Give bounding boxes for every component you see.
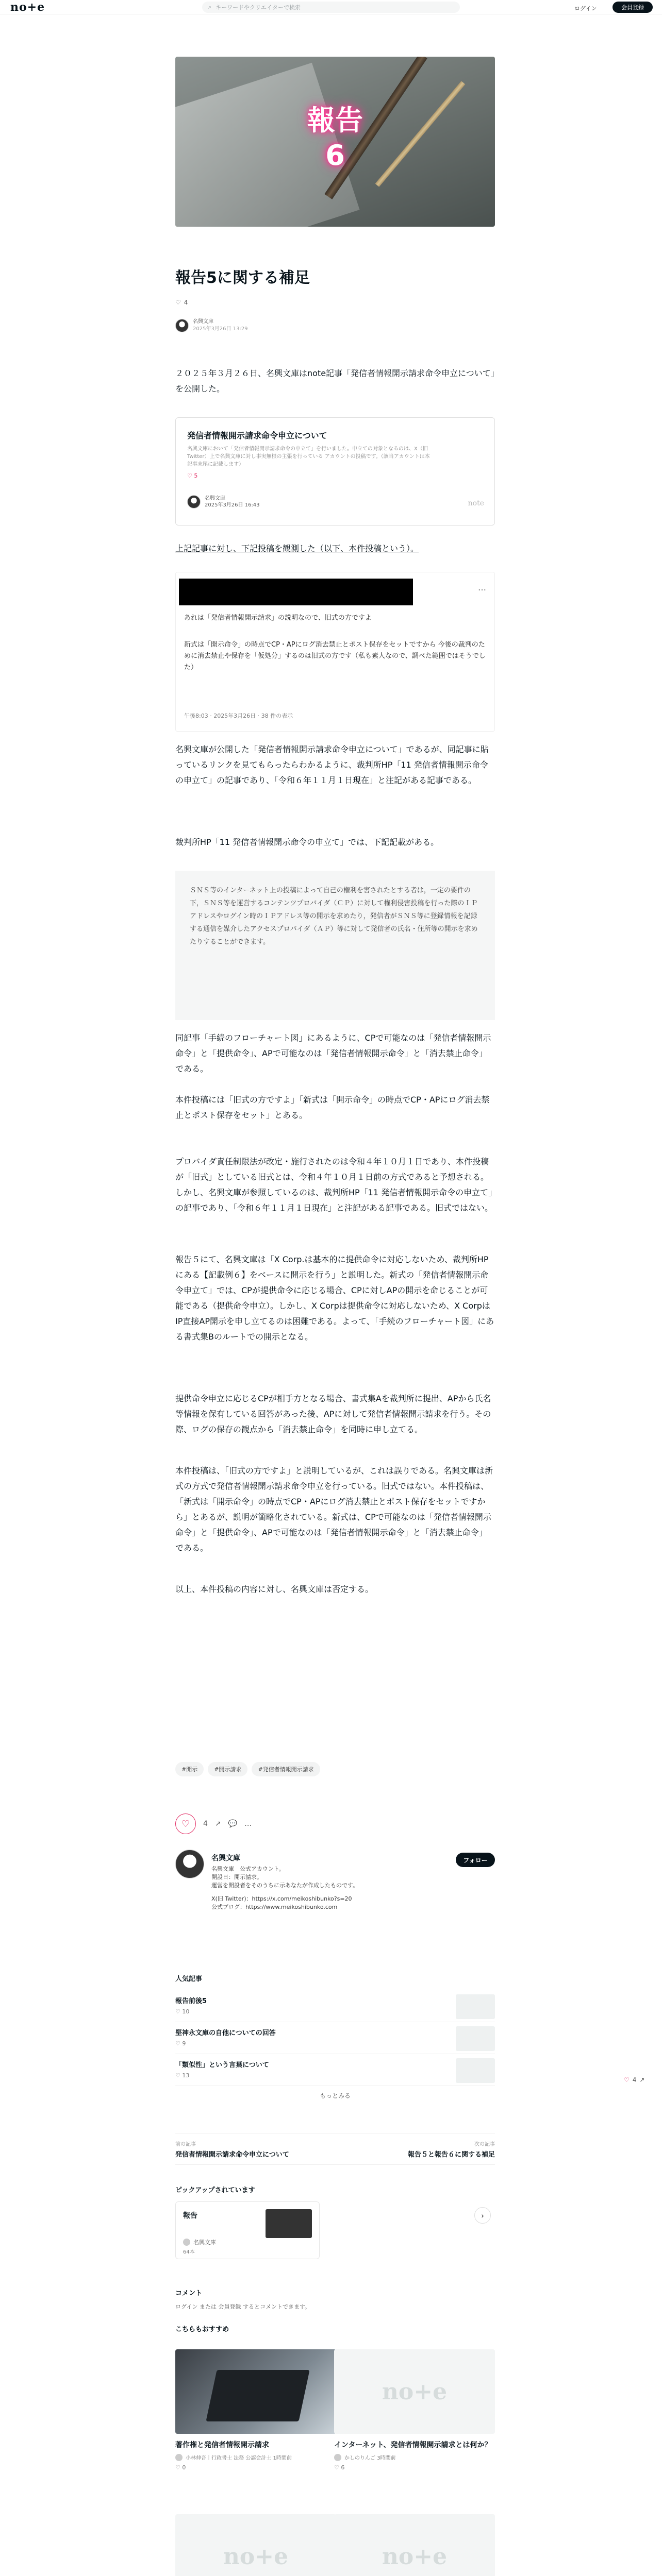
laptop-shape bbox=[206, 2370, 309, 2421]
recommendation-author bbox=[334, 2453, 495, 2461]
embed-note-logo: note bbox=[468, 499, 484, 507]
pickup-section bbox=[175, 2184, 495, 2259]
recommendation-title[interactable]: インターネット、発信者情報開示請求とは何か？ bbox=[334, 2441, 492, 2449]
paragraph-2-text: 上記記事に対し、下記投稿を観測した（以下、本件投稿という）。 bbox=[175, 544, 419, 553]
magazine-author bbox=[183, 2238, 216, 2246]
embedded-post[interactable] bbox=[175, 572, 495, 732]
recommendation-card[interactable] bbox=[334, 2349, 495, 2471]
comment-heading: コメント bbox=[175, 2290, 203, 2297]
tag-list bbox=[175, 1762, 320, 1776]
tag-item[interactable]: #開示 bbox=[175, 1762, 204, 1776]
tag-item[interactable]: #発信者情報開示請求 bbox=[252, 1762, 320, 1776]
list-item[interactable] bbox=[175, 2022, 495, 2054]
heart-icon: ♡ bbox=[175, 2464, 183, 2471]
paragraph-9: 提供命令申立に応じるCPが相手方となる場合、書式集Aを裁判所に提出、APから氏名等情報を保有している回答があった後、APに対して発信者情報開示請求を行う。その際、ログの保存の観点から「消去禁止命令」を同時に申し立てる。 bbox=[175, 1394, 491, 1434]
bio-line[interactable]: 公式ブログ：https://www.meikoshibunko.com bbox=[211, 1904, 338, 1910]
bio-line: 開設日：開示請求。 bbox=[211, 1874, 262, 1880]
embed-date: 2025年3月26日 16:43 bbox=[205, 502, 260, 508]
popular-like-count: 13 bbox=[182, 2072, 190, 2079]
heart-icon: ♡ bbox=[175, 299, 181, 306]
popular-thumbnail[interactable] bbox=[456, 1994, 495, 2019]
page-title: 報告5に関する補足 bbox=[175, 269, 310, 287]
prev-article-link[interactable] bbox=[175, 2140, 289, 2159]
paragraph-6: 本件投稿には「旧式の方ですよ」「新式は「開示命令」の時点でCP・APにログ消去禁止とポスト保存をセット」とある。 bbox=[175, 1095, 490, 1120]
floating-like-count: 4 bbox=[632, 2076, 637, 2083]
bio-line: 運営を開設者をそのうちに示あなたが作成したものです。 bbox=[211, 1882, 359, 1889]
paragraph-1: ２０２５年３月２６日、名興文庫はnote記事「発信者情報開示請求命令申立について」を公開した。 bbox=[175, 368, 495, 394]
follow-button[interactable]: フォロー bbox=[456, 1853, 495, 1867]
note-logo[interactable]: no+e bbox=[10, 0, 45, 14]
author-text: かしのりんご 3時間前 bbox=[344, 2455, 396, 2461]
embed-description: 名興文庫において「発信者情報開示請求命令の申立て」を行いました。申立ての対象となるのは、X（旧Twitter）上で名興文庫に対し事実無根の主張を行っている アカウントの投稿です。（該当アカウントは本記事末尾に記載します） bbox=[187, 446, 430, 467]
heart-icon[interactable]: ♡ bbox=[624, 2076, 630, 2083]
author-text: 小林伸吾｜行政書士 法務 公認会計士 1時間前 bbox=[186, 2455, 292, 2461]
magazine-avatar bbox=[183, 2239, 190, 2246]
next-label: 次の記事 bbox=[474, 2142, 495, 2147]
blockquote: ＳＮＳ等のインターネット上の投稿によって自己の権利を害されたとする者は，一定の要件の下，ＳＮＳ等を運営するコンテンツプロバイダ（ＣＰ）に対して権利侵害投稿を行った際のＩＰアドレスやログイン時のＩＰアドレス等の開示を求めたり，発信者がＳＮＳ等に登録情報を記録する通信を媒介したアクセスプロバイダ（ＡＰ）等に対して発信者の氏名・住所等の開示を求めたりすることができます。 bbox=[175, 871, 495, 1020]
popular-like-count: 9 bbox=[182, 2040, 186, 2047]
post-footer: 午後8:03 · 2025年3月26日 · 38 件の表示 bbox=[184, 713, 293, 719]
magazine-card[interactable] bbox=[175, 2201, 320, 2259]
more-icon[interactable]: … bbox=[244, 1820, 252, 1828]
embed-author bbox=[187, 495, 260, 509]
embed-author-name: 名興文庫 bbox=[205, 496, 225, 501]
author-avatar bbox=[334, 2454, 341, 2461]
bio-line[interactable]: X(旧 Twitter)：https://x.com/meikoshibunko?s=20 bbox=[211, 1895, 352, 1902]
popular-title[interactable]: 「類似性」という言葉について bbox=[175, 2061, 269, 2069]
paragraph-4: 裁判所HP「11 発信者情報開示命令の申立て」では、下記記載がある。 bbox=[175, 837, 439, 847]
publish-date: 2025年3月26日 13:29 bbox=[193, 326, 248, 332]
article-nav bbox=[175, 2133, 495, 2165]
embed-card[interactable] bbox=[175, 417, 495, 526]
magazine-author-name: 名興文庫 bbox=[193, 2239, 216, 2246]
popular-title[interactable]: 報告前後5 bbox=[175, 1997, 207, 2005]
recommendation-likes bbox=[175, 2464, 336, 2471]
search-icon: ⌕ bbox=[208, 4, 212, 10]
like-count-bottom: 4 bbox=[203, 1820, 208, 1828]
popular-likes bbox=[175, 2072, 495, 2079]
like-count: 4 bbox=[184, 299, 188, 306]
heart-icon: ♡ bbox=[187, 472, 192, 479]
paragraph-10: 本件投稿は、「旧式の方ですよ」と説明しているが、これは誤りである。名興文庫は新式の方式で発信者情報開示請求命令申立を行っている。旧式ではない。本件投稿は、「新式は「開示命令」の時点でCP・APにログ消去禁止とポスト保存をセットですから」とあるが、説明が簡略化されている。新式は、CPで可能なのは「発信者情報開示命令」と「提供命令」、APで可能なのは「発信者情報開示命令」と「消去禁止命令」である。 bbox=[175, 1466, 493, 1553]
bio-line: 名興文庫 公式アカウント。 bbox=[211, 1866, 285, 1872]
redacted-account bbox=[179, 579, 413, 605]
magazine-count: 64本 bbox=[183, 2249, 195, 2255]
hero-line2: 6 bbox=[325, 139, 345, 172]
heart-icon: ♡ bbox=[175, 2008, 183, 2015]
search-placeholder: キーワードやクリエイターで検索 bbox=[216, 4, 301, 11]
pickup-heading: ピックアップされています bbox=[175, 2187, 255, 2194]
prev-label: 前の記事 bbox=[175, 2142, 196, 2147]
carousel-next-button[interactable]: › bbox=[474, 2207, 491, 2224]
popular-likes bbox=[175, 2040, 495, 2047]
profile-name[interactable]: 名興文庫 bbox=[211, 1854, 240, 1862]
paragraph-2 bbox=[175, 541, 495, 556]
like-count: 6 bbox=[341, 2464, 345, 2471]
like-button[interactable]: ♡ bbox=[175, 1814, 196, 1834]
paragraph-8: 報告５にて、名興文庫は「X Corp.は基本的に提供命令に対応しないため、裁判所HPにある【記載例６】をベースに開示を行う」と説明した。新式の「発信者情報開示命令申立て」では、CPが提供命令に応じる場合、CPに対しAPの開示を命じることが可能である（提供命令申立）。しかし、X Corpは提供命令に対応しないため、X CorpはIP直接AP開示を申し立てるのは困難である。よって、「手続のフローチャート図」にある書式集Bのルートでの開示となる。 bbox=[175, 1255, 494, 1342]
list-item[interactable] bbox=[175, 2054, 495, 2086]
share-icon[interactable]: ↗ bbox=[214, 1820, 221, 1828]
heart-icon: ♡ bbox=[175, 2040, 183, 2047]
recommendation-image[interactable]: no+e bbox=[175, 2514, 336, 2576]
comment-login-prompt[interactable]: ログイン または 会員登録 するとコメントできます。 bbox=[175, 2303, 311, 2310]
embed-title[interactable]: 発信者情報開示請求命令申立について bbox=[187, 431, 327, 440]
hero-title bbox=[175, 103, 495, 173]
share-icon[interactable]: ↗ bbox=[639, 2076, 645, 2083]
embed-like-count: 5 bbox=[194, 472, 198, 479]
paragraph-3: 名興文庫が公開した「発信者情報開示請求命令申立について」であるが、同記事に貼っているリンクを見てもらったらわかるように、裁判所HP「11 発信者情報開示命令の申立て」の記事であり、「令和６年１１月１日現在」と注記がある記事である。 bbox=[175, 744, 489, 785]
next-title[interactable]: 報告５と報告６に関する補足 bbox=[407, 2151, 495, 2159]
popular-thumbnail[interactable] bbox=[456, 2026, 495, 2051]
popular-like-count: 10 bbox=[182, 2008, 190, 2015]
recommendation-likes bbox=[334, 2464, 495, 2471]
recommendations-heading: こちらもおすすめ bbox=[175, 2326, 229, 2333]
heart-icon: ♡ bbox=[334, 2464, 341, 2471]
post-quote: 新式は「開示命令」の時点でCP・APにログ消去禁止とポスト保存をセットですから 今後の裁判のために消去禁止や保存を「仮処分」するのは旧式の方です（私も素人なので、調べた範囲ではそうでした） bbox=[184, 641, 486, 671]
hero-line1: 報告 bbox=[307, 104, 363, 137]
recommendation-image[interactable]: no+e bbox=[334, 2349, 495, 2434]
like-count: 0 bbox=[182, 2464, 186, 2471]
popular-articles bbox=[175, 1973, 495, 2100]
magazine-thumbnail[interactable] bbox=[266, 2209, 312, 2238]
popular-thumbnail[interactable] bbox=[456, 2058, 495, 2083]
more-link[interactable]: もっとみる bbox=[319, 2092, 351, 2099]
popular-heading: 人気記事 bbox=[175, 1975, 203, 1983]
like-count-top[interactable] bbox=[175, 299, 495, 306]
post-more-icon[interactable]: … bbox=[478, 583, 486, 592]
paragraph-7: プロバイダ責任制限法が改定・施行されたのは令和４年１０月１日であり、本件投稿が「旧式」としている旧式とは、令和４年１０月１日前の方式であると予想される。しかし、名興文庫が参照しているのは、裁判所HP「11 発信者情報開示命令の申立て」の記事であり、「令和６年１１月１日現在」と注記がある記事である。旧式ではない。 bbox=[175, 1157, 493, 1213]
embed-likes bbox=[187, 472, 483, 479]
list-item[interactable] bbox=[175, 1990, 495, 2022]
recommendation-card[interactable] bbox=[175, 2514, 336, 2576]
top-bar bbox=[0, 0, 662, 14]
author-avatar[interactable] bbox=[175, 319, 189, 332]
tag-item[interactable]: #開示請求 bbox=[208, 1762, 247, 1776]
popular-title[interactable]: 堅神永文庫の自他についての回答 bbox=[175, 2029, 276, 2037]
heart-icon: ♡ bbox=[175, 2072, 183, 2079]
search-input[interactable] bbox=[202, 2, 460, 13]
recommendation-author bbox=[175, 2453, 336, 2461]
prev-title[interactable]: 発信者情報開示請求命令申立について bbox=[175, 2151, 289, 2159]
signup-button[interactable]: 会員登録 bbox=[613, 2, 653, 13]
post-body: あれは「発信者情報開示請求」の説明なので、旧式の方ですよ bbox=[184, 614, 372, 622]
embed-author-avatar bbox=[187, 495, 201, 509]
hero-image bbox=[175, 57, 495, 227]
paragraph-11: 以上、本件投稿の内容に対し、名興文庫は否定する。 bbox=[175, 1584, 374, 1594]
paragraph-5: 同記事「手続のフローチャート図」にあるように、CPで可能なのは「発信者情報開示命令」と「提供命令」、APで可能なのは「発信者情報開示命令」と「消去禁止命令」である。 bbox=[175, 1033, 491, 1074]
recommendation-image[interactable]: no+e bbox=[334, 2514, 495, 2576]
action-bar bbox=[175, 1814, 252, 1834]
next-article-link[interactable] bbox=[408, 2140, 495, 2159]
author-avatar bbox=[175, 2454, 183, 2461]
comment-section bbox=[175, 2287, 495, 2311]
author-name[interactable]: 名興文庫 bbox=[193, 319, 213, 325]
recommendation-title[interactable]: 著作権と発信者情報開示請求 bbox=[175, 2441, 269, 2449]
magazine-title[interactable]: 報告 bbox=[183, 2212, 197, 2220]
floating-like[interactable] bbox=[624, 2076, 644, 2083]
recommendation-image[interactable] bbox=[175, 2349, 336, 2434]
comment-icon[interactable]: 💬 bbox=[228, 1820, 238, 1828]
recommendation-card[interactable] bbox=[334, 2514, 495, 2576]
author-row[interactable] bbox=[175, 318, 495, 333]
login-link[interactable]: ログイン bbox=[574, 5, 597, 12]
profile-bio bbox=[211, 1865, 428, 1911]
profile-avatar[interactable] bbox=[175, 1850, 204, 1878]
popular-likes bbox=[175, 2008, 495, 2015]
recommendation-card[interactable] bbox=[175, 2349, 336, 2471]
